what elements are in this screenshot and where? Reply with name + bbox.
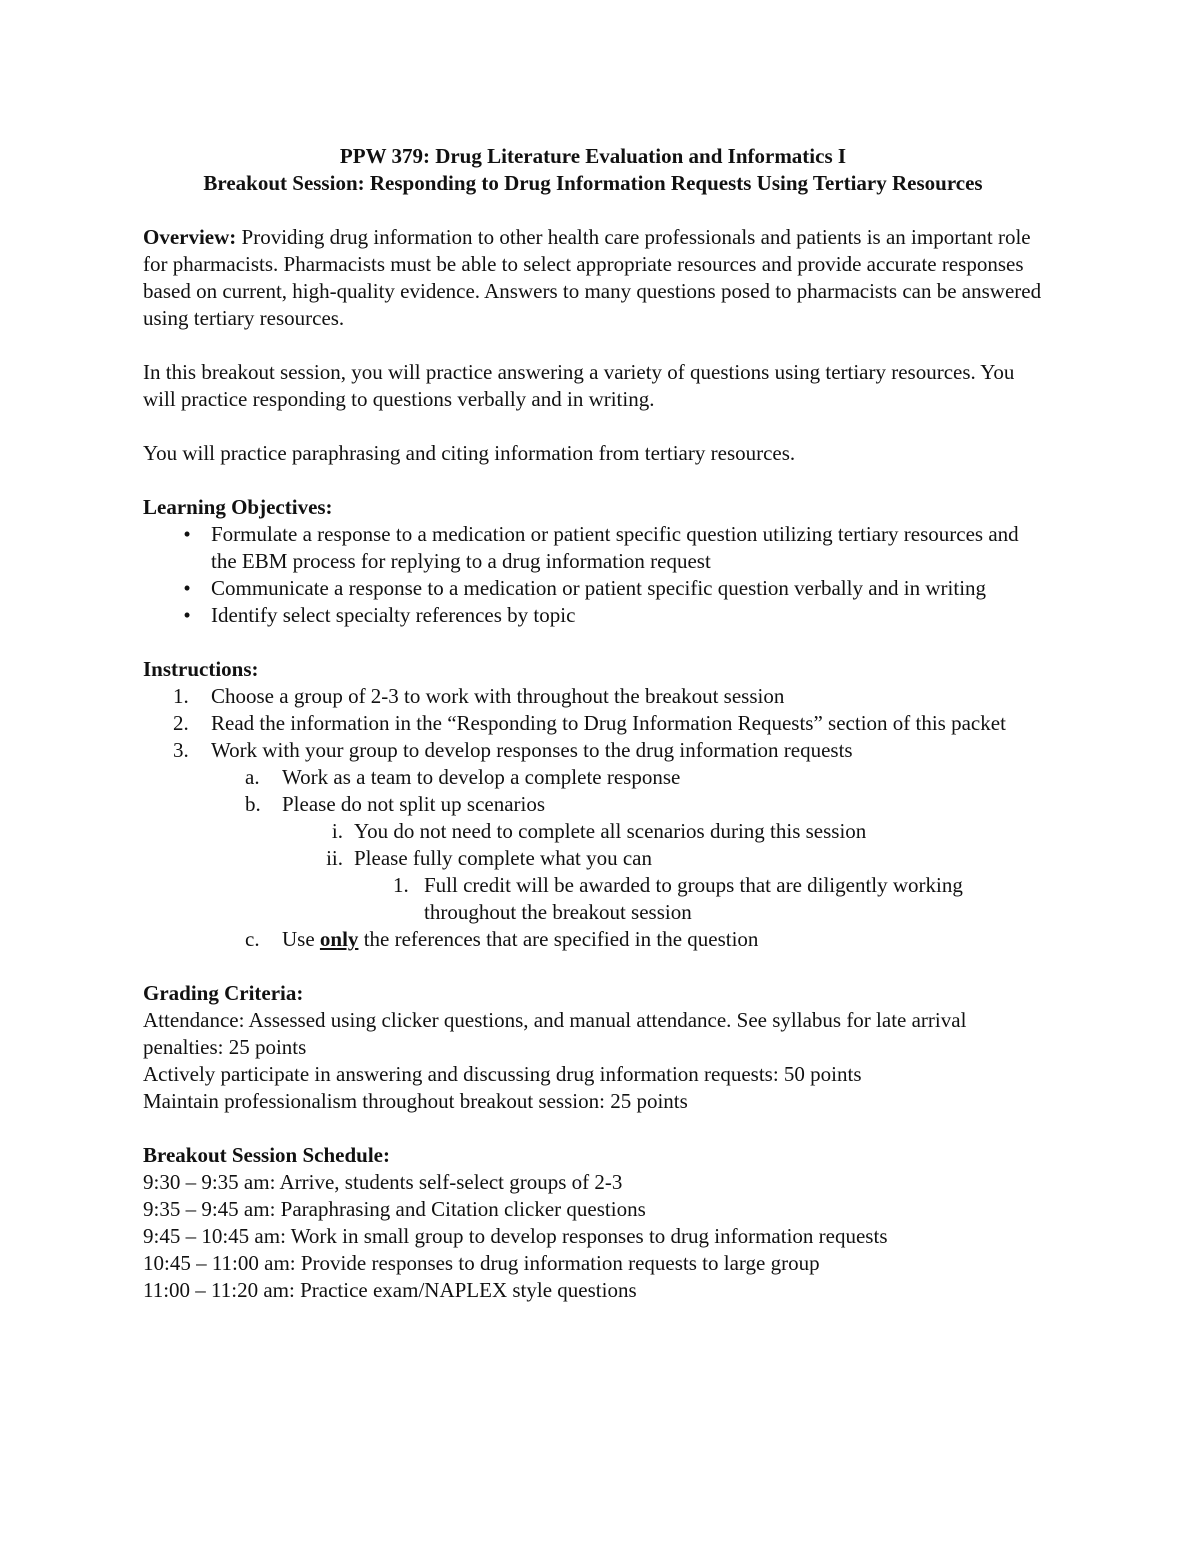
list-item (143, 845, 1043, 872)
spacer (143, 197, 1043, 224)
list-marker: 2. (173, 711, 189, 735)
instructions-list (143, 683, 1043, 764)
list-item (143, 602, 1043, 629)
schedule-line: 9:45 – 10:45 am: Work in small group to develop responses to drug information requests (143, 1224, 888, 1248)
instruction-text: Please do not split up scenarios (282, 792, 546, 816)
instructions-sublist-c (143, 926, 1043, 953)
spacer (143, 332, 1043, 359)
course-title: PPW 379: Drug Literature Evaluation and Informatics I (339, 144, 847, 168)
objectives-heading: Learning Objectives: (143, 495, 333, 519)
list-marker: ii. (326, 846, 343, 870)
document-page (143, 143, 1043, 1304)
spacer (143, 1115, 1043, 1142)
list-item (143, 764, 1043, 791)
list-item (143, 683, 1043, 710)
objective-text: Formulate a response to a medication or patient specific question utilizing tertiary resources and the EBM process for replying to a drug information request (211, 522, 1019, 573)
list-marker: 1. (393, 873, 409, 897)
bullet-icon: • (183, 603, 191, 627)
bullet-icon: • (183, 576, 191, 600)
schedule-line: 9:35 – 9:45 am: Paraphrasing and Citation clicker questions (143, 1197, 646, 1221)
schedule-heading: Breakout Session Schedule: (143, 1143, 390, 1167)
list-item (143, 521, 1043, 575)
instruction-text: Work with your group to develop responses to the drug information requests (211, 738, 853, 762)
schedule-line: 11:00 – 11:20 am: Practice exam/NAPLEX style questions (143, 1278, 637, 1302)
spacer (143, 413, 1043, 440)
grading-heading: Grading Criteria: (143, 981, 304, 1005)
instructions-deep-list (143, 872, 1043, 926)
grading-line: Actively participate in answering and discussing drug information requests: 50 points (143, 1062, 862, 1086)
overview-paragraph (143, 224, 1043, 332)
instructions-subsublist (143, 818, 1043, 872)
spacer (143, 467, 1043, 494)
list-marker: a. (245, 765, 260, 789)
list-marker: 3. (173, 738, 189, 762)
session-title: Breakout Session: Responding to Drug Information Requests Using Tertiary Resources (203, 171, 983, 195)
instructions-sublist (143, 764, 1043, 818)
list-marker: b. (245, 792, 261, 816)
list-marker: i. (331, 819, 343, 843)
instruction-text: You do not need to complete all scenarios during this session (354, 819, 867, 843)
list-marker: 1. (173, 684, 189, 708)
list-item (143, 710, 1043, 737)
emphasis-only: only (319, 927, 359, 951)
overview-text: Providing drug information to other health care professionals and patients is an important role for pharmacists. Pharmacists must be able to select appropriate resources and provide accurate responses based on current, high-quality evidence. Answers to many questions posed to pharmacists can be answered using tertiary resources. (143, 225, 1042, 330)
list-marker: c. (245, 927, 260, 951)
paraphrase-paragraph: You will practice paraphrasing and citing information from tertiary resources. (143, 441, 796, 465)
list-item (143, 926, 1043, 953)
list-item (143, 818, 1043, 845)
intro-paragraph: In this breakout session, you will practice answering a variety of questions using tertiary resources. You will practice responding to questions verbally and in writing. (143, 360, 1015, 411)
list-item (143, 575, 1043, 602)
instructions-heading: Instructions: (143, 657, 259, 681)
instruction-text: Read the information in the “Responding to Drug Information Requests” section of this packet (211, 711, 1006, 735)
objective-text: Identify select specialty references by topic (211, 603, 576, 627)
instruction-text: Please fully complete what you can (354, 846, 652, 870)
objective-text: Communicate a response to a medication or patient specific question verbally and in writing (211, 576, 987, 600)
instruction-text: Choose a group of 2-3 to work with throughout the breakout session (211, 684, 785, 708)
grading-line: Attendance: Assessed using clicker questions, and manual attendance. See syllabus for late arrival penalties: 25 points (143, 1008, 967, 1059)
spacer (143, 629, 1043, 656)
list-item (143, 872, 1043, 926)
objectives-list (143, 521, 1043, 629)
schedule-line: 10:45 – 11:00 am: Provide responses to drug information requests to large group (143, 1251, 820, 1275)
overview-label: Overview: (143, 225, 237, 249)
grading-line: Maintain professionalism throughout breakout session: 25 points (143, 1089, 688, 1113)
instruction-text-pre: Use (282, 927, 320, 951)
schedule-line: 9:30 – 9:35 am: Arrive, students self-select groups of 2-3 (143, 1170, 623, 1194)
instruction-text-post: the references that are specified in the question (358, 927, 759, 951)
spacer (143, 953, 1043, 980)
instruction-text: Work as a team to develop a complete response (282, 765, 681, 789)
bullet-icon: • (183, 522, 191, 546)
list-item (143, 791, 1043, 818)
instruction-text: Full credit will be awarded to groups that are diligently working throughout the breakout session (424, 873, 963, 924)
list-item (143, 737, 1043, 764)
